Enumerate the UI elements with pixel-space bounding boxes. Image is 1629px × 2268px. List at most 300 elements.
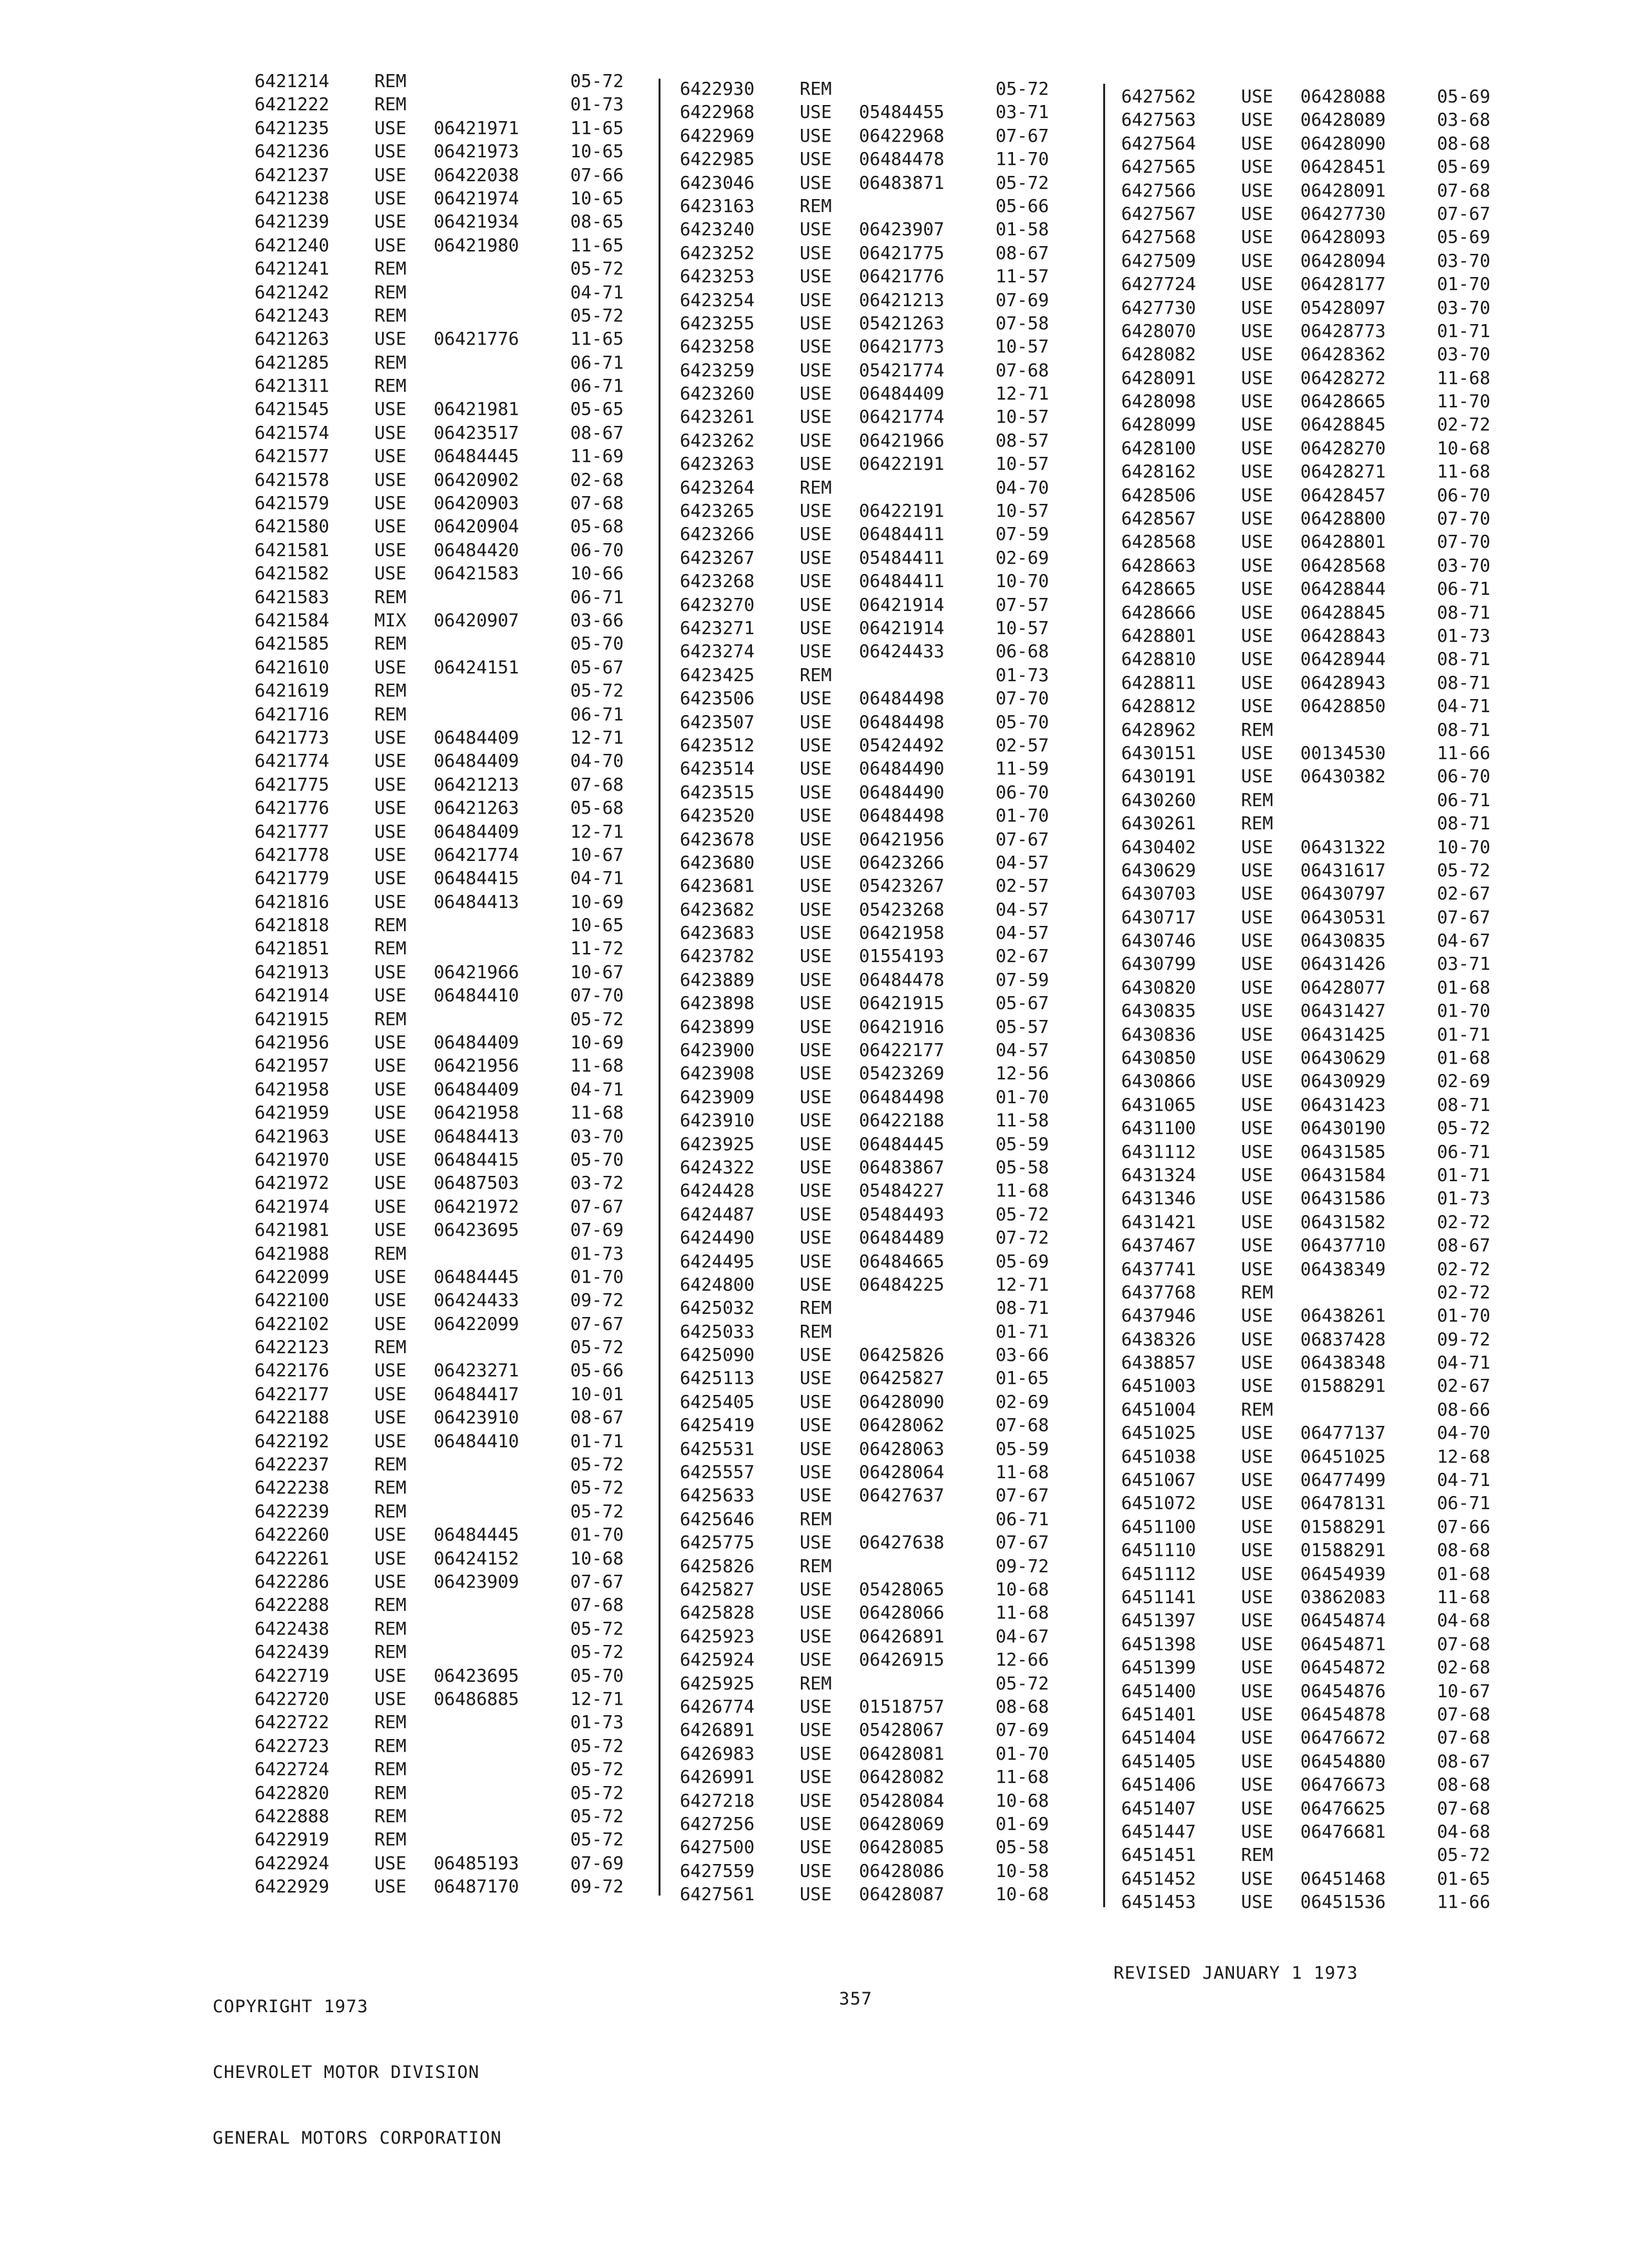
effective-date: 07-67 xyxy=(996,829,1049,850)
action-code: USE xyxy=(800,336,832,358)
replacement-part-number: 06430835 xyxy=(1300,930,1386,952)
part-entry-row xyxy=(680,1086,1073,1109)
part-entry-row xyxy=(1121,1304,1514,1327)
part-entry-row xyxy=(255,1664,648,1687)
action-code: USE xyxy=(1241,555,1273,576)
effective-date: 01-70 xyxy=(996,1743,1049,1764)
part-number: 6426991 xyxy=(680,1767,755,1788)
action-code: USE xyxy=(1241,532,1273,553)
part-entry-row xyxy=(255,70,648,93)
action-code: USE xyxy=(374,1079,407,1100)
replacement-part-number: 06430531 xyxy=(1300,907,1386,928)
part-number: 6451401 xyxy=(1121,1704,1196,1725)
part-entry-row xyxy=(1121,1070,1514,1093)
replacement-part-number: 05484227 xyxy=(859,1180,945,1202)
part-number: 6421236 xyxy=(255,141,329,162)
replacement-part-number: 06483871 xyxy=(859,172,945,193)
action-code: REM xyxy=(374,633,407,655)
effective-date: 05-69 xyxy=(1437,86,1490,107)
part-number: 6421238 xyxy=(255,187,329,209)
part-number: 6422720 xyxy=(255,1688,329,1709)
effective-date: 11-68 xyxy=(570,1102,624,1124)
effective-date: 03-72 xyxy=(570,1173,624,1194)
replacement-part-number: 06476672 xyxy=(1300,1727,1386,1749)
replacement-part-number: 06420904 xyxy=(434,516,519,537)
part-entry-row xyxy=(255,1008,648,1031)
effective-date: 11-59 xyxy=(996,758,1049,780)
part-number: 6422924 xyxy=(255,1852,329,1874)
replacement-part-number: 06423907 xyxy=(859,219,945,240)
effective-date: 05-72 xyxy=(570,1782,624,1803)
action-code: USE xyxy=(800,688,832,709)
replacement-part-number xyxy=(434,679,570,702)
replacement-part-number: 05423267 xyxy=(859,876,945,897)
part-entry-row xyxy=(1121,1586,1514,1609)
effective-date: 12-71 xyxy=(996,383,1049,405)
action-code: USE xyxy=(800,524,832,545)
part-entry-row xyxy=(1121,320,1514,343)
effective-date: 05-72 xyxy=(570,71,624,91)
part-entry-row xyxy=(255,726,648,749)
part-number: 6422123 xyxy=(255,1337,329,1358)
part-number: 6421285 xyxy=(255,352,329,373)
part-entry-row xyxy=(1121,530,1514,553)
replacement-part-number: 06428085 xyxy=(859,1837,945,1858)
action-code: USE xyxy=(1241,1118,1273,1139)
part-entry-row xyxy=(255,1430,648,1453)
action-code: USE xyxy=(1241,203,1273,224)
replacement-part-number xyxy=(434,1640,570,1664)
part-entry-row xyxy=(680,1133,1073,1156)
effective-date: 01-65 xyxy=(996,1368,1049,1389)
part-entry-row xyxy=(1121,1164,1514,1187)
part-entry-row xyxy=(255,1640,648,1664)
action-code: USE xyxy=(1241,391,1273,412)
part-entry-row xyxy=(1121,1633,1514,1656)
action-code: USE xyxy=(374,141,407,162)
part-number: 6430866 xyxy=(1121,1071,1196,1092)
action-code: USE xyxy=(1241,1352,1273,1374)
action-code: USE xyxy=(800,711,832,733)
part-entry-row xyxy=(255,703,648,726)
replacement-part-number xyxy=(434,304,570,327)
effective-date: 07-68 xyxy=(1437,1798,1490,1819)
action-code: USE xyxy=(1241,1164,1273,1186)
effective-date: 07-68 xyxy=(996,360,1049,381)
effective-date: 08-67 xyxy=(1437,1235,1490,1256)
action-code: USE xyxy=(1241,1680,1273,1702)
part-number: 6423263 xyxy=(680,454,755,475)
action-code: USE xyxy=(374,1360,407,1381)
effective-date: 12-71 xyxy=(570,821,624,842)
action-code: USE xyxy=(1241,1423,1273,1444)
effective-date: 07-68 xyxy=(1437,1633,1490,1655)
part-number: 6425419 xyxy=(680,1415,755,1436)
replacement-part-number: 06484411 xyxy=(859,571,945,592)
action-code: USE xyxy=(800,782,832,803)
part-number: 6421577 xyxy=(255,446,329,467)
part-number: 6421972 xyxy=(255,1173,329,1194)
part-entry-row xyxy=(1121,577,1514,601)
part-number: 6425531 xyxy=(680,1438,755,1459)
effective-date: 07-69 xyxy=(996,1720,1049,1741)
part-number: 6425925 xyxy=(680,1673,755,1694)
part-entry-row xyxy=(1121,1398,1514,1421)
part-entry-row xyxy=(1121,929,1514,952)
part-entry-row xyxy=(680,1555,1073,1578)
effective-date: 07-70 xyxy=(1437,532,1490,553)
effective-date: 05-72 xyxy=(570,1337,624,1358)
action-code: USE xyxy=(374,868,407,889)
replacement-part-number: 01588291 xyxy=(1300,1540,1386,1561)
effective-date: 01-70 xyxy=(570,1524,624,1546)
action-code: USE xyxy=(1241,907,1273,928)
effective-date: 02-67 xyxy=(996,946,1049,967)
copyright-notice xyxy=(213,1952,502,2171)
part-number: 6423889 xyxy=(680,969,755,990)
part-entry-row xyxy=(1121,742,1514,765)
replacement-part-number: 06484415 xyxy=(434,868,519,889)
replacement-part-number: 06484445 xyxy=(434,1266,519,1287)
action-code: USE xyxy=(800,1438,832,1459)
replacement-part-number: 06428094 xyxy=(1300,250,1386,271)
action-code: USE xyxy=(800,735,832,756)
action-code: REM xyxy=(374,1243,407,1264)
replacement-part-number: 06426915 xyxy=(859,1649,945,1671)
replacement-part-number: 06421934 xyxy=(434,211,519,233)
effective-date: 02-57 xyxy=(996,876,1049,897)
action-code: REM xyxy=(374,915,407,936)
action-code: REM xyxy=(374,1735,407,1756)
effective-date: 05-58 xyxy=(996,1837,1049,1858)
action-code: USE xyxy=(1241,1704,1273,1725)
effective-date: 07-67 xyxy=(570,1196,624,1217)
replacement-part-number: 06428081 xyxy=(859,1743,945,1764)
part-entry-row xyxy=(255,1148,648,1171)
part-entry-row xyxy=(680,781,1073,804)
effective-date: 08-66 xyxy=(1437,1399,1490,1420)
action-code: REM xyxy=(800,1321,832,1342)
effective-date: 01-71 xyxy=(570,1430,624,1452)
part-entry-row xyxy=(680,1062,1073,1085)
action-code: USE xyxy=(374,1313,407,1334)
replacement-part-number: 06484417 xyxy=(434,1383,519,1405)
effective-date: 08-65 xyxy=(570,211,624,233)
replacement-part-number: 06454874 xyxy=(1300,1610,1386,1631)
part-number: 6421914 xyxy=(255,985,329,1006)
part-entry-row xyxy=(1121,1492,1514,1515)
effective-date: 05-72 xyxy=(570,305,624,326)
part-number: 6430629 xyxy=(1121,860,1196,881)
effective-date: 03-70 xyxy=(1437,250,1490,271)
replacement-part-number: 01588291 xyxy=(1300,1516,1386,1537)
part-entry-row xyxy=(680,968,1073,992)
part-entry-row xyxy=(680,593,1073,617)
part-number: 6421580 xyxy=(255,516,329,537)
part-number: 6424495 xyxy=(680,1251,755,1272)
replacement-part-number xyxy=(1300,1843,1437,1867)
part-entry-row xyxy=(680,1742,1073,1765)
action-code: USE xyxy=(374,516,407,537)
action-code: USE xyxy=(800,852,832,873)
part-number: 6451067 xyxy=(1121,1470,1196,1491)
part-number: 6421773 xyxy=(255,727,329,748)
part-number: 6423910 xyxy=(680,1110,755,1131)
effective-date: 07-67 xyxy=(1437,907,1490,928)
action-code: USE xyxy=(1241,672,1273,693)
effective-date: 10-58 xyxy=(996,1860,1049,1881)
effective-date: 10-57 xyxy=(996,501,1049,522)
effective-date: 05-72 xyxy=(996,172,1049,193)
effective-date: 05-66 xyxy=(996,195,1049,216)
part-number: 6428665 xyxy=(1121,579,1196,600)
action-code: USE xyxy=(1241,1048,1273,1069)
replacement-part-number: 06421583 xyxy=(434,563,519,584)
replacement-part-number: 06421775 xyxy=(859,242,945,264)
effective-date: 11-65 xyxy=(570,117,624,139)
effective-date: 03-70 xyxy=(1437,297,1490,318)
part-entry-row xyxy=(680,1296,1073,1320)
effective-date: 05-59 xyxy=(996,1133,1049,1155)
effective-date: 08-57 xyxy=(996,430,1049,451)
part-entry-row xyxy=(1121,1093,1514,1117)
effective-date: 01-71 xyxy=(1437,320,1490,341)
part-entry-row xyxy=(680,101,1073,124)
replacement-part-number: 06477137 xyxy=(1300,1423,1386,1444)
replacement-part-number: 06428088 xyxy=(1300,86,1386,107)
action-code: USE xyxy=(1241,1657,1273,1678)
part-entry-row xyxy=(255,1242,648,1265)
part-entry-row xyxy=(255,468,648,492)
replacement-part-number: 06431423 xyxy=(1300,1094,1386,1115)
replacement-part-number: 06451536 xyxy=(1300,1892,1386,1913)
part-number: 6425090 xyxy=(680,1345,755,1366)
effective-date: 07-67 xyxy=(570,1571,624,1592)
action-code: USE xyxy=(1241,766,1273,787)
replacement-part-number: 06422968 xyxy=(859,125,945,146)
action-code: USE xyxy=(1241,485,1273,506)
effective-date: 05-72 xyxy=(570,1642,624,1663)
action-code: USE xyxy=(374,961,407,983)
part-entry-row xyxy=(680,1015,1073,1039)
part-number: 6423267 xyxy=(680,547,755,568)
part-number: 6422722 xyxy=(255,1712,329,1733)
action-code: USE xyxy=(1241,1141,1273,1162)
part-number: 6428811 xyxy=(1121,672,1196,693)
action-code: USE xyxy=(374,1196,407,1217)
replacement-part-number xyxy=(434,1758,570,1781)
effective-date: 01-70 xyxy=(996,805,1049,827)
action-code: REM xyxy=(374,1829,407,1850)
effective-date: 07-68 xyxy=(1437,1704,1490,1725)
part-entry-row xyxy=(680,218,1073,241)
replacement-part-number: 06484498 xyxy=(859,1086,945,1108)
replacement-part-number xyxy=(434,632,570,655)
part-number: 6424428 xyxy=(680,1180,755,1202)
action-code: USE xyxy=(374,1430,407,1452)
replacement-part-number: 06421956 xyxy=(434,1055,519,1077)
action-code: USE xyxy=(374,844,407,865)
part-number: 6428098 xyxy=(1121,391,1196,412)
effective-date: 10-67 xyxy=(570,844,624,865)
action-code: USE xyxy=(800,430,832,451)
part-entry-row xyxy=(680,1648,1073,1671)
replacement-part-number: 06484665 xyxy=(859,1251,945,1272)
replacement-part-number: 05428097 xyxy=(1300,297,1386,318)
effective-date: 07-66 xyxy=(570,164,624,186)
action-code: USE xyxy=(800,149,832,170)
effective-date: 07-67 xyxy=(1437,203,1490,224)
replacement-part-number: 05484455 xyxy=(859,102,945,123)
part-number: 6427218 xyxy=(680,1790,755,1811)
part-number: 6427562 xyxy=(1121,86,1196,107)
effective-date: 06-71 xyxy=(1437,789,1490,811)
part-entry-row xyxy=(680,1461,1073,1484)
part-entry-row xyxy=(680,1812,1073,1836)
action-code: REM xyxy=(800,195,832,216)
part-number: 6430835 xyxy=(1121,1001,1196,1022)
effective-date: 05-72 xyxy=(570,1008,624,1030)
action-code: USE xyxy=(374,1290,407,1311)
part-entry-row xyxy=(680,242,1073,265)
part-number: 6427568 xyxy=(1121,227,1196,248)
effective-date: 06-71 xyxy=(570,586,624,608)
replacement-part-number xyxy=(434,374,570,398)
part-entry-row xyxy=(680,828,1073,851)
effective-date: 01-73 xyxy=(570,1243,624,1264)
replacement-part-number xyxy=(434,1242,570,1265)
part-entry-row xyxy=(1121,1211,1514,1234)
effective-date: 05-72 xyxy=(570,1477,624,1499)
part-number: 6451003 xyxy=(1121,1376,1196,1397)
part-entry-row xyxy=(1121,1281,1514,1304)
replacement-part-number: 06421972 xyxy=(434,1196,519,1217)
action-code: REM xyxy=(374,71,407,91)
replacement-part-number: 06431425 xyxy=(1300,1024,1386,1045)
copyright-line: COPYRIGHT 1973 xyxy=(213,1997,369,2017)
part-entry-row xyxy=(1121,155,1514,178)
part-number: 6428070 xyxy=(1121,320,1196,341)
action-code: USE xyxy=(800,360,832,381)
part-entry-row xyxy=(1121,1656,1514,1679)
part-number: 6421779 xyxy=(255,868,329,889)
replacement-part-number: 06431584 xyxy=(1300,1164,1386,1186)
action-code: USE xyxy=(1241,860,1273,881)
action-code: USE xyxy=(374,422,407,443)
replacement-part-number: 06484490 xyxy=(859,758,945,780)
action-code: USE xyxy=(800,1837,832,1858)
replacement-part-number: 06428944 xyxy=(1300,649,1386,670)
replacement-part-number: 06421973 xyxy=(434,141,519,162)
action-code: USE xyxy=(1241,1329,1273,1350)
action-code: USE xyxy=(1241,110,1273,131)
effective-date: 07-68 xyxy=(1437,180,1490,201)
replacement-part-number xyxy=(434,586,570,609)
replacement-part-number xyxy=(434,1711,570,1734)
replacement-part-number: 06477499 xyxy=(1300,1470,1386,1491)
effective-date: 02-72 xyxy=(1437,1282,1490,1303)
effective-date: 01-73 xyxy=(996,664,1049,686)
part-entry-row xyxy=(255,1406,648,1429)
effective-date: 05-59 xyxy=(996,1438,1049,1459)
part-number: 6421959 xyxy=(255,1102,329,1124)
action-code: USE xyxy=(800,1884,832,1905)
action-code: USE xyxy=(1241,1376,1273,1397)
action-code: REM xyxy=(374,1477,407,1499)
replacement-part-number: 06428091 xyxy=(1300,180,1386,201)
part-entry-row xyxy=(1121,1680,1514,1703)
part-entry-row xyxy=(255,1218,648,1242)
effective-date: 06-71 xyxy=(570,376,624,397)
effective-date: 10-57 xyxy=(996,336,1049,358)
action-code: USE xyxy=(800,312,832,334)
part-number: 6423266 xyxy=(680,524,755,545)
part-number: 6427256 xyxy=(680,1813,755,1834)
replacement-part-number: 06428066 xyxy=(859,1602,945,1624)
part-entry-row xyxy=(680,1367,1073,1390)
effective-date: 01-73 xyxy=(1437,1188,1490,1209)
replacement-part-number: 06422188 xyxy=(859,1110,945,1131)
effective-date: 05-72 xyxy=(570,680,624,702)
column-divider xyxy=(659,79,660,1896)
action-code: USE xyxy=(800,1415,832,1436)
action-code: USE xyxy=(800,758,832,780)
part-entry-row xyxy=(255,1875,648,1898)
part-number: 6423271 xyxy=(680,617,755,639)
part-entry-row xyxy=(680,570,1073,593)
part-entry-row xyxy=(255,1383,648,1406)
effective-date: 05-69 xyxy=(996,1251,1049,1272)
replacement-part-number: 05421263 xyxy=(859,312,945,334)
action-code: USE xyxy=(800,1743,832,1764)
action-code: USE xyxy=(1241,1258,1273,1280)
replacement-part-number xyxy=(434,1593,570,1617)
replacement-part-number: 06428665 xyxy=(1300,391,1386,412)
part-entry-row xyxy=(680,664,1073,687)
part-number: 6421584 xyxy=(255,610,329,631)
effective-date: 04-57 xyxy=(996,899,1049,920)
effective-date: 04-71 xyxy=(570,868,624,889)
replacement-part-number xyxy=(434,1453,570,1476)
action-code: USE xyxy=(800,383,832,405)
part-entry-row xyxy=(255,656,648,679)
part-entry-row xyxy=(1121,1750,1514,1773)
replacement-part-number: 06420907 xyxy=(434,610,519,631)
action-code: USE xyxy=(800,1157,832,1178)
part-number: 6431100 xyxy=(1121,1118,1196,1139)
replacement-part-number: 05428084 xyxy=(859,1790,945,1811)
replacement-part-number xyxy=(859,1320,996,1343)
action-code: MIX xyxy=(374,610,407,631)
part-number: 6422261 xyxy=(255,1548,329,1569)
part-entry-row xyxy=(255,961,648,984)
action-code: REM xyxy=(800,1298,832,1319)
replacement-part-number: 05428067 xyxy=(859,1720,945,1741)
action-code: USE xyxy=(1241,1094,1273,1115)
replacement-part-number: 06428089 xyxy=(1300,110,1386,131)
action-code: USE xyxy=(800,969,832,990)
replacement-part-number: 06484415 xyxy=(434,1149,519,1170)
part-entry-row xyxy=(255,1782,648,1805)
replacement-part-number xyxy=(1300,789,1437,812)
effective-date: 07-70 xyxy=(996,688,1049,709)
effective-date: 05-72 xyxy=(570,1805,624,1827)
part-entry-row xyxy=(1121,1187,1514,1210)
effective-date: 11-68 xyxy=(1437,461,1490,483)
effective-date: 02-72 xyxy=(1437,1258,1490,1280)
effective-date: 07-67 xyxy=(996,1485,1049,1506)
effective-date: 12-71 xyxy=(996,1274,1049,1295)
